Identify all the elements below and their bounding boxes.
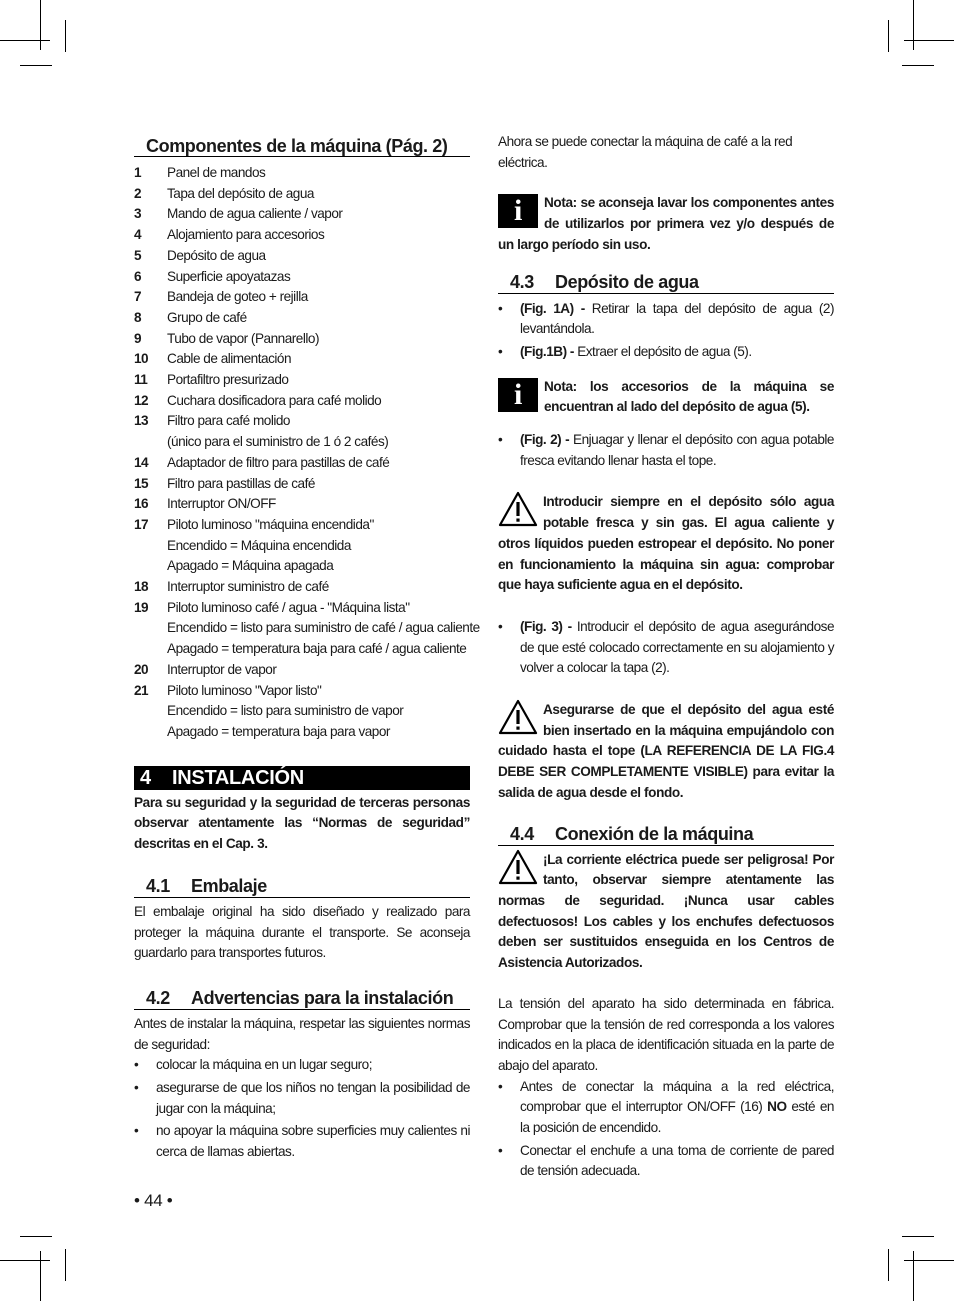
list-item [134,370,470,391]
warning-note: ¡La corriente eléctrica puede ser peligrosa! Por tanto, observar siempre atentamente las normas de seguridad. ¡Nunca usar cables defectuosos! Los cables y los enchufes defectuosos deben ser sustituidos enseguida en los Centros de Asistencia Autorizados. [498,850,834,974]
item-label: Cuchara dosificadora para café molido [167,392,382,408]
item-label: Portafiltro presurizado [167,372,289,388]
section-title: Advertencias para la instalación [191,987,454,1008]
item-label: Piloto luminoso "máquina encendida" [167,516,374,532]
list-item: • Antes de conectar la máquina a la red eléctrica, comprobar que el interruptor ON/OFF (16) NO esté en la posición de encendido. [498,1078,834,1136]
item-number: 2 [134,185,142,201]
list-item [134,329,470,350]
warning-note: Introducir siempre en el depósito sólo agua potable fresca y sin gas. El agua caliente y otros líquidos pueden estropear el depósito. No poner en funcionamiento la máquina sin agua: comprobar que haya suficiente agua en el depósito. [498,492,834,596]
install-warnings-text: Antes de instalar la máquina, respetar las siguientes normas de seguridad: [134,1015,470,1052]
item-label: Encendido = Máquina encendida [167,537,351,553]
section-4-3-heading [498,272,834,294]
item-number: 12 [134,392,149,408]
list-item [134,349,470,370]
list-item [134,204,470,225]
item-label: Encendido = listo para suministro de vapor [167,703,404,719]
item-number: 7 [134,289,142,305]
item-label: Alojamiento para accesorios [167,227,325,243]
warning-icon [498,491,538,527]
item-label: Interruptor suministro de café [167,579,329,595]
section-title: Embalaje [191,875,267,896]
crop-mark [904,40,954,41]
item-number: 13 [134,413,149,429]
crop-mark [904,1260,954,1261]
chapter-number: 4 [140,766,151,789]
item-number: 9 [134,330,142,346]
section-number: 4.2 [146,987,170,1008]
item-number: 6 [134,268,142,284]
crop-mark [40,0,41,50]
item-number: 15 [134,475,149,491]
item-number: 5 [134,247,142,263]
connect-text: Ahora se puede conectar la máquina de café a la red eléctrica. [498,134,793,170]
warning-icon [498,699,538,735]
list-item [134,163,470,184]
item-label: Interruptor de vapor [167,661,277,677]
left-column [134,128,480,1163]
info-note: i Nota: los accesorios de la máquina se encuentran al lado del depósito de agua (5). [498,377,834,418]
crop-mark [888,20,889,52]
section-4-4-heading [498,824,834,846]
list-item [134,308,470,329]
item-label: Apagado = temperatura baja para café / agua caliente [167,641,467,657]
item-label: Depósito de agua [167,247,266,263]
crop-mark [902,1236,934,1237]
list-item: • (Fig. 1A) - Retirar la tapa del depósito de agua (2) levantándola. [498,300,834,337]
item-number: 11 [134,372,148,388]
components-list [134,163,480,743]
item-number: 17 [134,516,149,532]
voltage-text: La tensión del aparato ha sido determinada en fábrica. Comprobar que la tensión de red corresponda a los valores indicados en la placa de identificación situada en la parte de abajo del aparato. [498,995,834,1073]
item-number: 20 [134,661,149,677]
list-item: • (Fig. 3) - Introducir el depósito de agua asegurándose de que esté colocado correctamente en su alojamiento y volver a colocar la tapa (2). [498,618,834,676]
list-item: • no apoyar la máquina sobre superficies muy calientes ni cerca de llamas abiertas. [134,1123,470,1160]
item-label: Piloto luminoso "Vapor listo" [167,682,322,698]
item-label: Apagado = Máquina apagada [167,558,334,574]
crop-mark [65,20,66,52]
item-label: Filtro para café molido [167,413,290,429]
list-item [134,577,470,598]
item-label: Panel de mandos [167,165,266,180]
info-note: i Nota: se aconseja lavar los componentes antes de utilizarlos por primera vez y/o después de un largo período sin uso. [498,194,834,252]
crop-mark [902,65,934,66]
item-label: Mando de agua caliente / vapor [167,206,343,222]
section-number: 4.3 [510,271,534,292]
warning-note: Asegurarse de que el depósito del agua esté bien insertado en la máquina empujándolo con cuidado hasta el tope (LA REFERENCIA DE LA FIG.4 DEBE SER COMPLETAMENTE VISIBLE) para evitar la salida de agua desde el fondo. [498,700,834,804]
list-item [134,453,470,474]
item-label: Adaptador de filtro para pastillas de café [167,454,390,470]
item-label: Piloto luminoso café / agua - "Máquina lista" [167,599,410,615]
list-item [134,267,470,288]
crop-mark [913,0,914,50]
list-item [134,494,470,515]
item-number: 14 [134,454,149,470]
list-item: • Conectar el enchufe a una toma de corriente de pared de tensión adecuada. [498,1142,834,1179]
list-item: • asegurarse de que los niños no tengan la posibilidad de jugar con la máquina; [134,1080,470,1116]
item-label: Filtro para pastillas de café [167,475,315,491]
crop-mark [40,1251,41,1301]
item-number: 8 [134,309,142,325]
list-item [134,515,470,577]
section-title: Depósito de agua [555,271,699,292]
item-label: Superficie apoyatazas [167,268,291,284]
page-number: • 44 • [134,1191,173,1210]
info-icon: i [498,378,538,412]
item-number: 16 [134,496,149,512]
item-number: 18 [134,579,149,595]
list-item [134,660,470,681]
item-number: 3 [134,206,142,222]
section-4-2-heading [134,988,470,1010]
crop-mark [913,1251,914,1301]
components-heading: Componentes de la máquina (Pág. 2) [134,136,470,157]
list-item [134,225,470,246]
item-number: 19 [134,599,149,615]
list-item [134,287,470,308]
list-item [134,681,470,743]
section-title: Conexión de la máquina [555,823,754,844]
chapter-title: INSTALACIÓN [172,766,304,789]
item-label: Grupo de café [167,309,247,325]
section-4-1-heading [134,876,470,898]
crop-mark [888,1249,889,1281]
section-number: 4.4 [510,823,534,844]
list-item [134,411,470,452]
crop-mark [65,1249,66,1281]
warning-icon [498,849,538,885]
list-item [134,184,470,205]
list-item [134,246,470,267]
crop-mark [0,1260,50,1261]
crop-mark [20,65,52,66]
info-icon: i [498,194,538,228]
item-number: 10 [134,351,149,367]
item-label: Tubo de vapor (Pannarello) [167,330,319,346]
packaging-text: El embalaje original ha sido diseñado y realizado para proteger la máquina durante el transporte. Se aconseja guardarlo para transportes futuros. [134,903,470,961]
item-label: Tapa del depósito de agua [167,185,314,201]
list-item [134,598,480,660]
right-column [498,128,834,1182]
crop-mark [0,40,50,41]
item-label: (único para el suministro de 1 ó 2 cafés) [167,434,389,450]
item-label: Cable de alimentación [167,351,292,367]
list-item: • colocar la máquina en un lugar seguro; [134,1057,373,1073]
list-item [134,474,470,495]
item-label: Bandeja de goteo + rejilla [167,289,308,305]
chapter-heading [134,766,470,790]
list-item: • (Fig.1B) - Extraer el depósito de agua (5). [498,343,752,359]
item-number: 1 [134,165,142,180]
installation-intro: Para su seguridad y la seguridad de terceras personas observar atentamente las “Normas de seguridad” descritas en el Cap. 3. [134,794,470,852]
list-item: • (Fig. 2) - Enjuagar y llenar el depósito con agua potable fresca evitando llenar hasta el tope. [498,432,834,468]
item-number: 21 [134,682,149,698]
section-number: 4.1 [146,875,170,896]
item-label: Interruptor ON/OFF [167,496,276,512]
item-label: Encendido = listo para suministro de café / agua caliente [167,620,480,636]
list-item [134,391,470,412]
item-number: 4 [134,227,142,243]
item-label: Apagado = temperatura baja para vapor [167,723,390,739]
crop-mark [20,1236,52,1237]
